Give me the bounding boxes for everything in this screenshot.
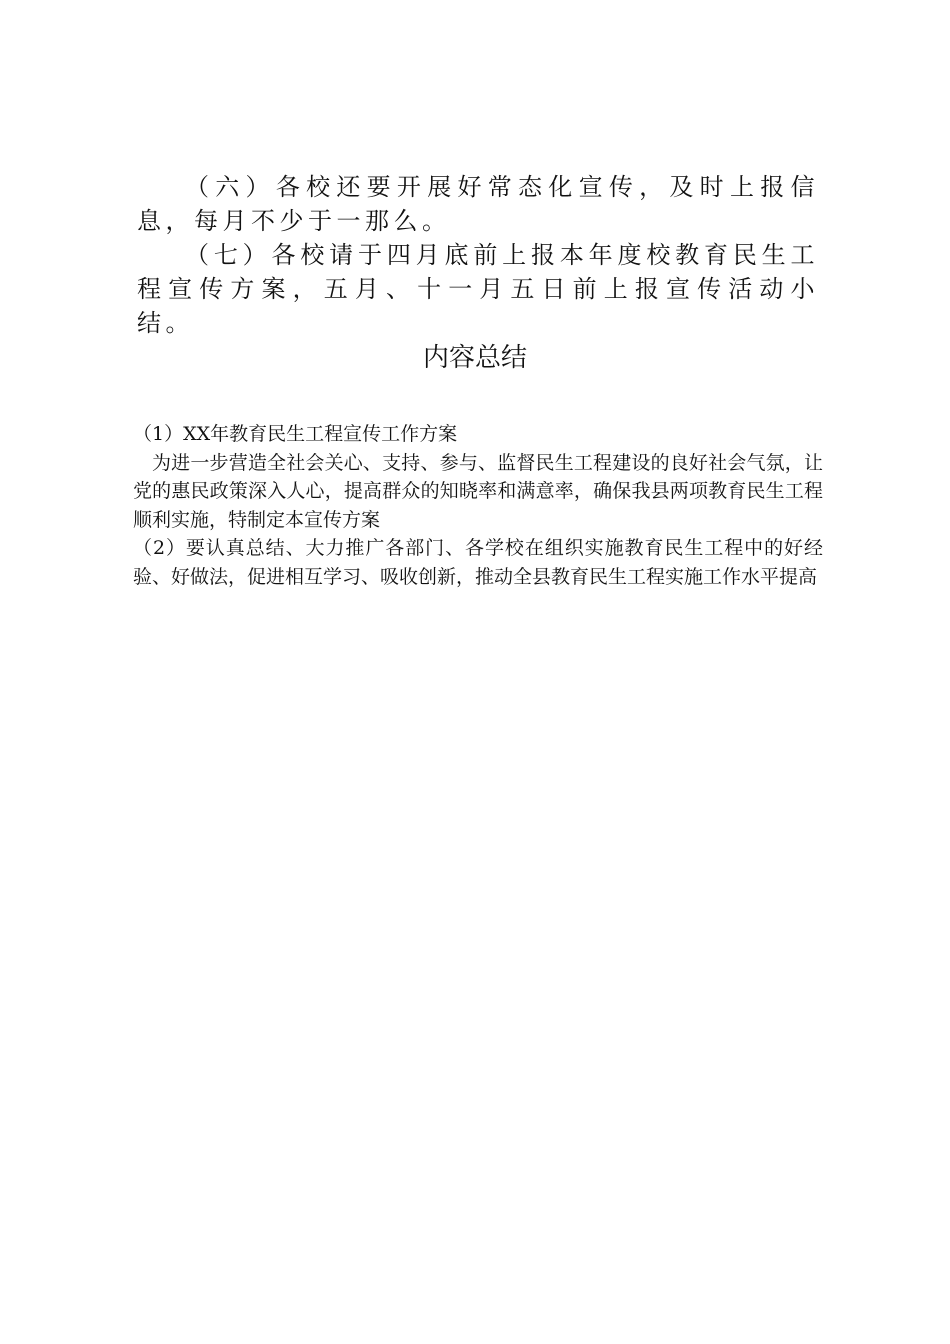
summary-title: 内容总结 xyxy=(422,343,527,373)
paragraph-six: （六）各校还要开展好常态化宣传，及时上报信息，每月不少于一那么。 xyxy=(137,173,819,235)
paragraph-seven: （七）各校请于四月底前上报本年度校教育民生工程宣传方案，五月、十一月五日前上报宣传活动小结。 xyxy=(137,241,819,337)
summary-item-1-body: 为进一步营造全社会关心、支持、参与、监督民生工程建设的良好社会气氛，让党的惠民政策深入人心，提高群众的知晓率和满意率，确保我县两项教育民生工程顺利实施，特制定本宣传方案 xyxy=(133,451,823,531)
summary-item-1-heading: （1）XX年教育民生工程宣传工作方案 xyxy=(133,423,458,445)
summary-body xyxy=(133,420,823,591)
body-text xyxy=(137,170,819,340)
summary-item-2: （2）要认真总结、大力推广各部门、各学校在组织实施教育民生工程中的好经验、好做法，促进相互学习、吸收创新，推动全县教育民生工程实施工作水平提高 xyxy=(133,537,823,588)
